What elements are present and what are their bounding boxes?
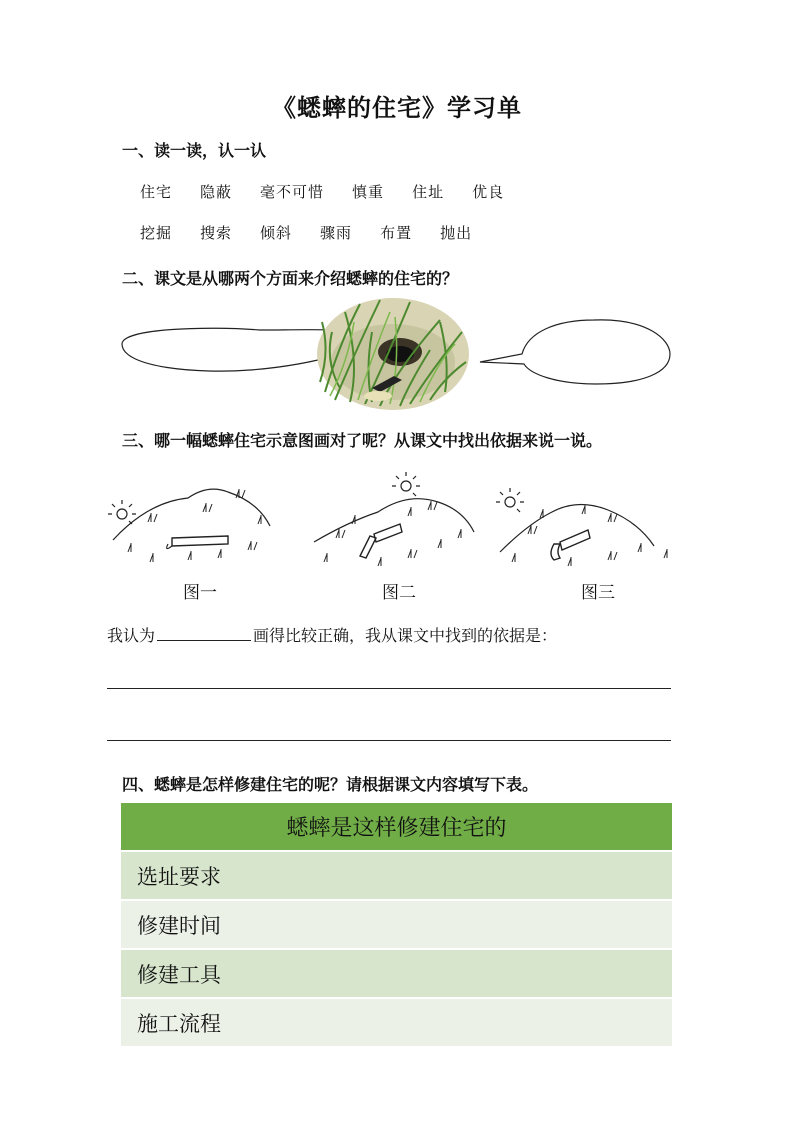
row-label: 修建时间 <box>121 900 236 949</box>
section4-heading: 四、蟋蟀是怎样修建住宅的呢？请根据课文内容填写下表。 <box>122 775 539 794</box>
word: 抛出 <box>440 224 473 242</box>
word: 骤雨 <box>320 224 353 242</box>
table-title: 蟋蟀是这样修建住宅的 <box>121 803 672 851</box>
word: 搜索 <box>200 224 233 242</box>
answer-cell[interactable] <box>236 949 672 998</box>
caption-figure-3: 图三 <box>581 583 615 603</box>
answer-sentence <box>107 623 557 646</box>
speech-bubbles-illustration <box>110 292 680 417</box>
word: 布置 <box>380 224 413 242</box>
table-row <box>121 900 672 949</box>
sun-icon <box>401 481 411 491</box>
word: 隐蔽 <box>200 183 233 201</box>
answer-cell[interactable] <box>236 998 672 1046</box>
caption-figure-1: 图一 <box>183 583 217 603</box>
word: 住宅 <box>140 183 173 201</box>
section3-heading: 三、哪一幅蟋蟀住宅示意图画对了呢？从课文中找出依据来说一说。 <box>122 431 603 450</box>
table-row <box>121 851 672 900</box>
cricket-grass-image <box>317 298 469 410</box>
construction-table <box>121 803 672 1046</box>
table-row <box>121 949 672 998</box>
word: 优良 <box>472 183 505 201</box>
table-row <box>121 998 672 1046</box>
answer-blank[interactable] <box>157 625 251 641</box>
word: 挖掘 <box>140 224 173 242</box>
answer-line-1[interactable] <box>107 688 671 689</box>
answer-cell[interactable] <box>236 851 672 900</box>
worksheet-title: 《蟋蟀的住宅》学习单 <box>272 93 522 122</box>
word: 毫不可惜 <box>260 183 325 201</box>
word-row-1 <box>140 181 532 202</box>
word: 倾斜 <box>260 224 293 242</box>
section2-heading: 二、课文是从哪两个方面来介绍蟋蟀的住宅的？ <box>122 269 459 288</box>
row-label: 选址要求 <box>121 851 236 900</box>
answer-line-2[interactable] <box>107 740 671 741</box>
sun-icon <box>505 497 515 507</box>
sun-icon <box>117 509 127 519</box>
word: 慎重 <box>352 183 385 201</box>
word-row-2 <box>140 222 500 243</box>
sentence-start: 我认为 <box>107 626 156 645</box>
house-diagrams <box>108 462 686 570</box>
row-label: 修建工具 <box>121 949 236 998</box>
word: 住址 <box>412 183 445 201</box>
diagram-figure-2 <box>314 472 474 566</box>
diagram-figure-1 <box>108 489 270 562</box>
answer-cell[interactable] <box>236 900 672 949</box>
diagram-figure-3 <box>496 488 667 566</box>
sentence-end: 画得比较正确，我从课文中找到的依据是： <box>253 626 558 645</box>
right-speech-bubble <box>480 320 670 384</box>
caption-figure-2: 图二 <box>382 583 416 603</box>
row-label: 施工流程 <box>121 998 236 1046</box>
section1-heading: 一、读一读，认一认 <box>122 141 267 160</box>
